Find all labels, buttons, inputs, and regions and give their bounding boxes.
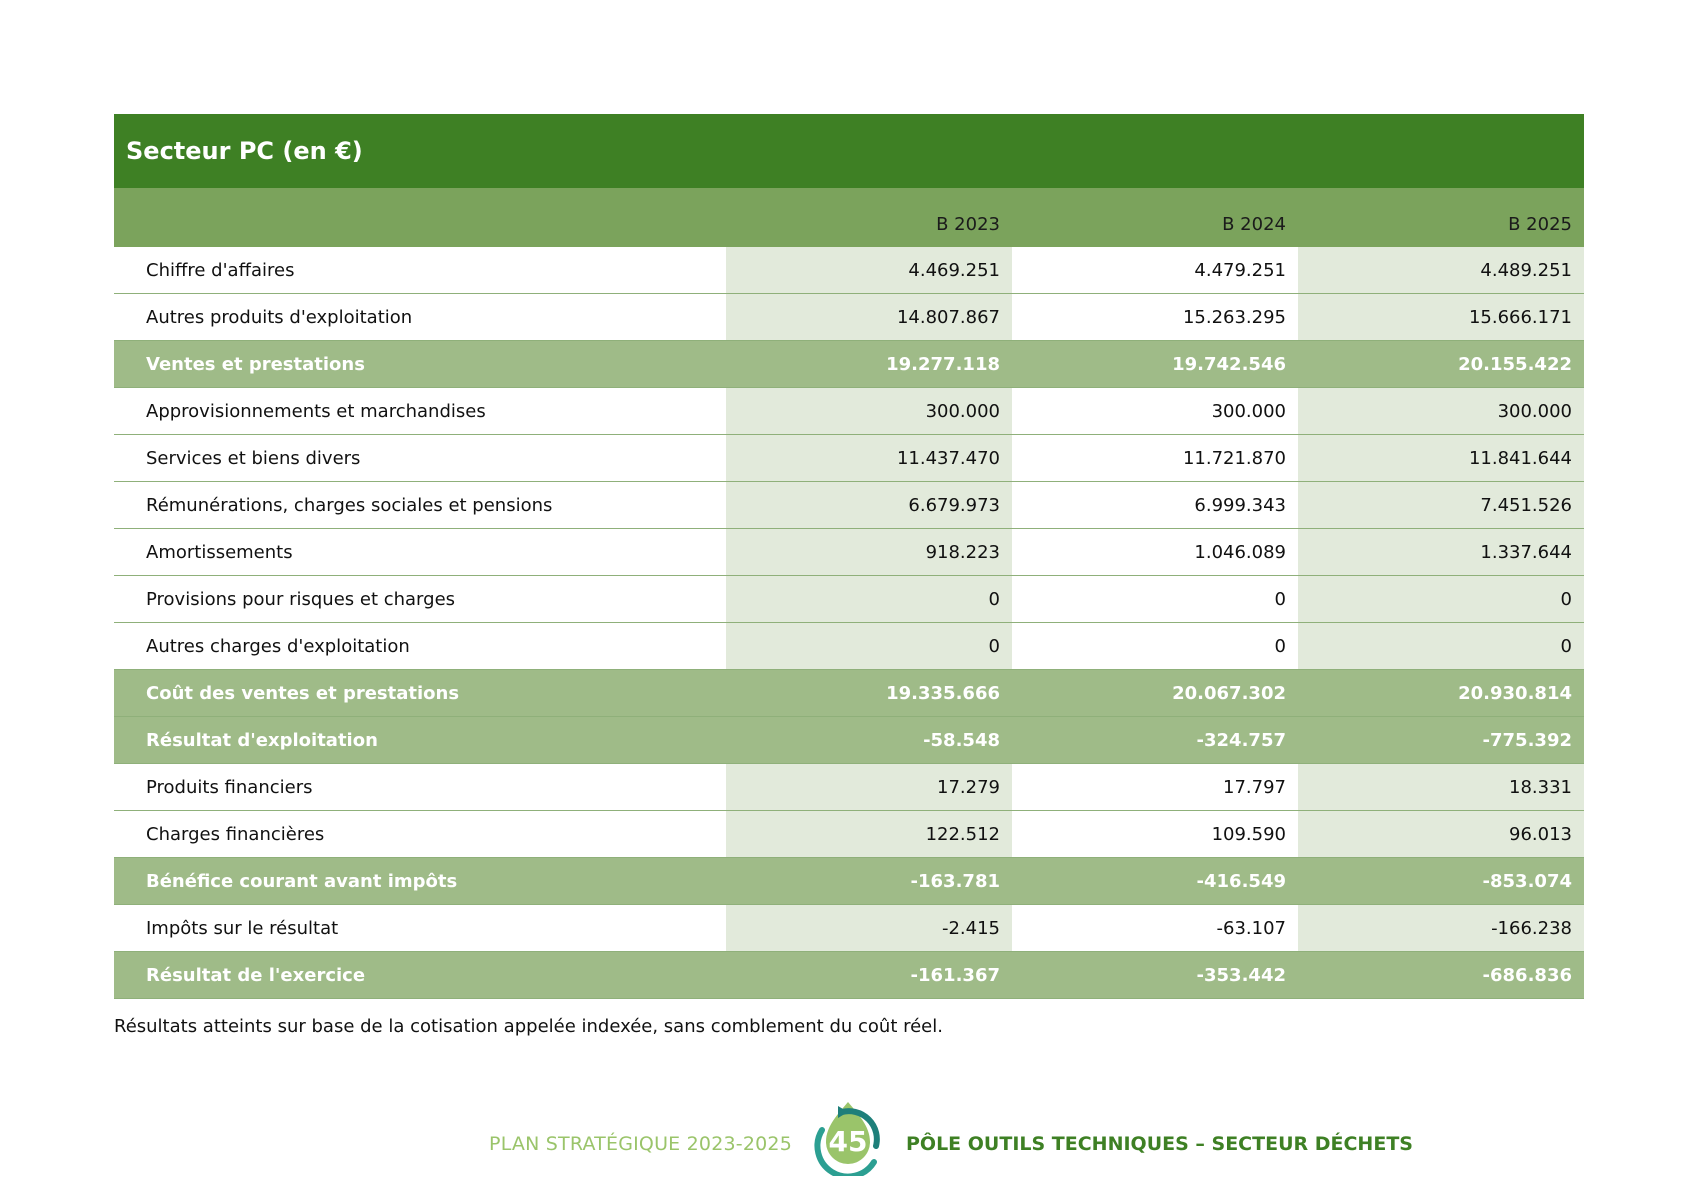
row-label: Charges financières (114, 811, 726, 858)
row-value-b2023: 17.279 (726, 764, 1012, 811)
row-value-b2024: 20.067.302 (1012, 670, 1298, 717)
financial-table-container (114, 114, 1584, 999)
row-value-b2023: 11.437.470 (726, 435, 1012, 482)
row-value-b2024: -353.442 (1012, 952, 1298, 999)
table-row (114, 576, 1584, 623)
row-value-b2023: 122.512 (726, 811, 1012, 858)
header-row (114, 188, 1584, 247)
column-header-b2025: B 2025 (1298, 188, 1584, 247)
row-label: Provisions pour risques et charges (114, 576, 726, 623)
row-value-b2024: 300.000 (1012, 388, 1298, 435)
column-header-b2024: B 2024 (1012, 188, 1298, 247)
row-value-b2023: -163.781 (726, 858, 1012, 905)
table-row (114, 764, 1584, 811)
row-label: Impôts sur le résultat (114, 905, 726, 952)
row-label: Chiffre d'affaires (114, 247, 726, 294)
row-label: Produits financiers (114, 764, 726, 811)
row-value-b2024: 1.046.089 (1012, 529, 1298, 576)
row-value-b2025: -686.836 (1298, 952, 1584, 999)
page-number: 45 (828, 1125, 868, 1158)
row-label: Bénéfice courant avant impôts (114, 858, 726, 905)
table-row (114, 247, 1584, 294)
table-row (114, 811, 1584, 858)
row-value-b2023: -58.548 (726, 717, 1012, 764)
table-title: Secteur PC (en €) (114, 114, 1584, 188)
table-total-row (114, 341, 1584, 388)
row-value-b2024: 15.263.295 (1012, 294, 1298, 341)
row-value-b2023: 0 (726, 576, 1012, 623)
table-total-row (114, 858, 1584, 905)
row-value-b2024: -63.107 (1012, 905, 1298, 952)
row-value-b2024: 11.721.870 (1012, 435, 1298, 482)
row-label: Rémunérations, charges sociales et pensions (114, 482, 726, 529)
row-value-b2024: 0 (1012, 623, 1298, 670)
table-body (114, 247, 1584, 999)
table-row (114, 623, 1584, 670)
row-value-b2024: 19.742.546 (1012, 341, 1298, 388)
row-label: Autres produits d'exploitation (114, 294, 726, 341)
row-value-b2023: 918.223 (726, 529, 1012, 576)
row-value-b2025: 11.841.644 (1298, 435, 1584, 482)
row-value-b2025: 15.666.171 (1298, 294, 1584, 341)
row-value-b2024: 4.479.251 (1012, 247, 1298, 294)
row-value-b2023: 0 (726, 623, 1012, 670)
row-value-b2023: 14.807.867 (726, 294, 1012, 341)
row-value-b2024: 0 (1012, 576, 1298, 623)
row-label: Ventes et prestations (114, 341, 726, 388)
footnote: Résultats atteints sur base de la cotisation appelée indexée, sans comblement du coût réel. (114, 1016, 943, 1037)
row-label: Amortissements (114, 529, 726, 576)
row-value-b2023: 4.469.251 (726, 247, 1012, 294)
column-header-b2023: B 2023 (726, 188, 1012, 247)
row-label: Coût des ventes et prestations (114, 670, 726, 717)
row-value-b2024: 109.590 (1012, 811, 1298, 858)
row-label: Résultat de l'exercice (114, 952, 726, 999)
row-value-b2025: 300.000 (1298, 388, 1584, 435)
row-value-b2023: 19.277.118 (726, 341, 1012, 388)
table-row (114, 435, 1584, 482)
table-row (114, 529, 1584, 576)
row-value-b2024: -416.549 (1012, 858, 1298, 905)
footer-section-label: PÔLE OUTILS TECHNIQUES – SECTEUR DÉCHETS (906, 1133, 1413, 1155)
row-value-b2025: 20.930.814 (1298, 670, 1584, 717)
row-value-b2025: -775.392 (1298, 717, 1584, 764)
row-value-b2025: 0 (1298, 623, 1584, 670)
page-footer (0, 1100, 1684, 1180)
table-total-row (114, 670, 1584, 717)
row-value-b2025: -166.238 (1298, 905, 1584, 952)
row-value-b2025: 4.489.251 (1298, 247, 1584, 294)
row-value-b2025: 18.331 (1298, 764, 1584, 811)
row-value-b2025: -853.074 (1298, 858, 1584, 905)
table-row (114, 905, 1584, 952)
footer-plan-label: PLAN STRATÉGIQUE 2023-2025 (489, 1133, 792, 1155)
row-value-b2025: 7.451.526 (1298, 482, 1584, 529)
row-value-b2023: 300.000 (726, 388, 1012, 435)
table-total-row (114, 717, 1584, 764)
row-value-b2023: -2.415 (726, 905, 1012, 952)
page-number-badge (812, 1100, 884, 1176)
table-row (114, 388, 1584, 435)
row-label: Autres charges d'exploitation (114, 623, 726, 670)
row-label: Approvisionnements et marchandises (114, 388, 726, 435)
row-value-b2023: -161.367 (726, 952, 1012, 999)
row-value-b2023: 6.679.973 (726, 482, 1012, 529)
row-value-b2025: 0 (1298, 576, 1584, 623)
row-value-b2023: 19.335.666 (726, 670, 1012, 717)
column-header-label (114, 188, 726, 247)
row-value-b2025: 20.155.422 (1298, 341, 1584, 388)
table-row (114, 482, 1584, 529)
row-label: Services et biens divers (114, 435, 726, 482)
row-value-b2025: 96.013 (1298, 811, 1584, 858)
table-row (114, 294, 1584, 341)
table-total-row (114, 952, 1584, 999)
row-value-b2024: -324.757 (1012, 717, 1298, 764)
row-value-b2025: 1.337.644 (1298, 529, 1584, 576)
row-value-b2024: 17.797 (1012, 764, 1298, 811)
row-label: Résultat d'exploitation (114, 717, 726, 764)
financial-table (114, 188, 1584, 999)
row-value-b2024: 6.999.343 (1012, 482, 1298, 529)
